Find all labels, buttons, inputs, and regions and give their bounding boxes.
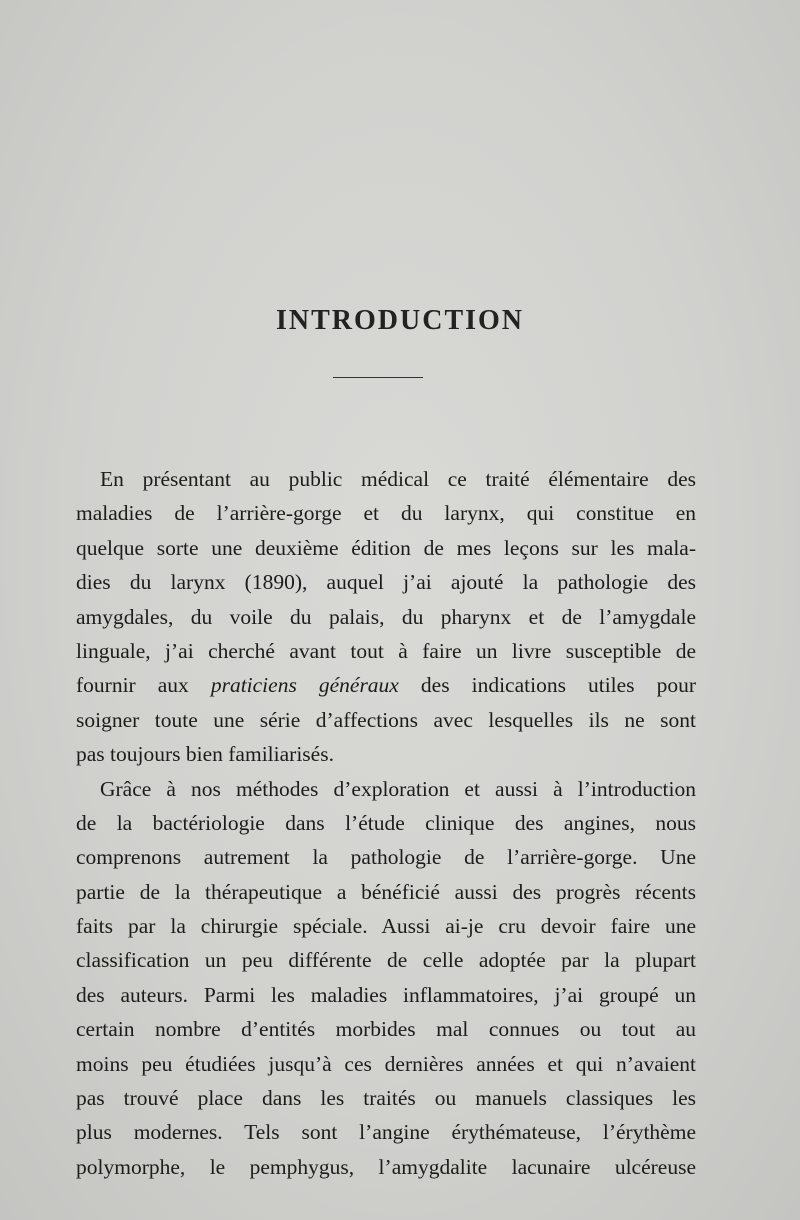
text-line: linguale, j’ai cherché avant tout à faire un livre susceptible de [76,638,696,663]
text-line: quelque sorte une deuxième édition de mes leçons sur les mala- [76,535,696,560]
text-line-with-emphasis [76,668,696,702]
text-line: moins peu étudiées jusqu’à ces dernières années et qui n’avaient [76,1051,696,1076]
text-segment: des indications utiles pour [398,673,696,698]
text-line: partie de la thérapeutique a bénéficié aussi des progrès récents [76,879,696,904]
chapter-title: INTRODUCTION [275,305,525,336]
text-line: plus modernes. Tels sont l’angine érythémateuse, l’érythème [76,1120,696,1145]
text-line: de la bactériologie dans l’étude clinique des angines, nous [76,810,696,835]
title-rule [333,377,423,378]
text-line: amygdales, du voile du palais, du pharynx et de l’amygdale [76,604,696,629]
text-line: classification un peu différente de celle adoptée par la plupart [76,948,696,973]
text-line: En présentant au public médical ce traité élémentaire des [100,467,696,491]
text-line: des auteurs. Parmi les maladies inflammatoires, j’ai groupé un [76,982,696,1007]
text-line: polymorphe, le pemphygus, l’amygdalite lacunaire ulcéreuse [76,1154,696,1179]
text-line: pas trouvé place dans les traités ou manuels classiques les [76,1086,696,1111]
text-line: faits par la chirurgie spéciale. Aussi ai-je cru devoir faire une [76,914,696,939]
text-line: certain nombre d’entités morbides mal connues ou tout au [76,1017,696,1042]
body-text [76,462,696,1184]
text-line: soigner toute une série d’affections avec lesquelles ils ne sont [76,707,696,732]
text-segment: fournir aux [76,673,211,698]
paragraph-2 [76,772,696,1185]
text-line: pas toujours bien familiarisés. [76,742,334,767]
emphasized-text: praticiens généraux [210,673,399,698]
text-line: maladies de l’arrière-gorge et du larynx, qui constitue en [76,501,696,526]
text-line: dies du larynx (1890), auquel j’ai ajouté la pathologie des [76,570,696,595]
text-line: comprenons autrement la pathologie de l’arrière-gorge. Une [76,845,696,870]
paragraph-1 [76,462,696,772]
text-line: Grâce à nos méthodes d’exploration et aussi à l’introduction [100,776,696,801]
